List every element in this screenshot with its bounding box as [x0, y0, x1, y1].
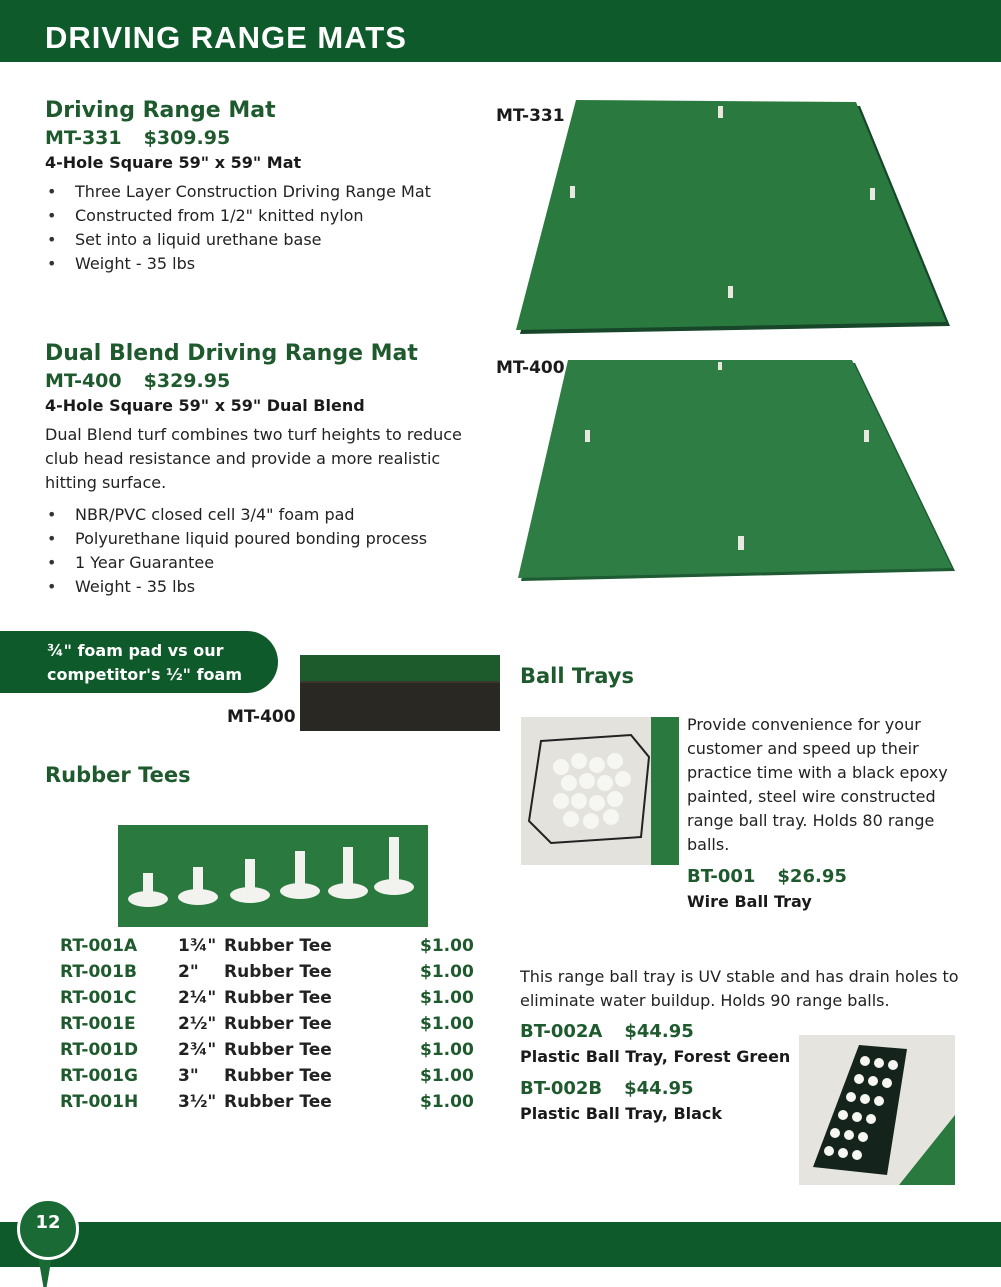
black-tray-price: $44.95: [624, 1078, 694, 1099]
description-line: This range ball tray is UV stable and has drain holes to: [520, 967, 959, 986]
list-item: • 1 Year Guarantee: [75, 551, 505, 575]
tee-size: 2¼": [178, 988, 217, 1008]
mat2-image-label: MT-400: [496, 358, 565, 378]
tee-sku: RT-001B: [60, 962, 137, 982]
list-item: • Set into a liquid urethane base: [75, 228, 475, 252]
tee-size: 3½": [178, 1092, 217, 1112]
tee-sku: RT-001H: [60, 1092, 139, 1112]
mat1-subtitle: 4-Hole Square 59" x 59" Mat: [45, 153, 302, 172]
mat2-price: $329.95: [143, 370, 231, 392]
tee-name: Rubber Tee: [224, 962, 332, 982]
mat1-price: $309.95: [143, 127, 231, 149]
tee-sku: RT-001G: [60, 1066, 138, 1086]
tee-price: $1.00: [420, 962, 474, 982]
list-item: • Weight - 35 lbs: [75, 575, 505, 599]
table-row: [60, 1092, 480, 1118]
wire-tray-price: $26.95: [777, 866, 847, 887]
description-line: Provide convenience for your: [687, 715, 921, 734]
tee-price: $1.00: [420, 1014, 474, 1034]
description-line: painted, steel wire constructed: [687, 787, 936, 806]
list-item: • NBR/PVC closed cell 3/4" foam pad: [75, 503, 505, 527]
mat1-image: [514, 98, 956, 334]
tee-name: Rubber Tee: [224, 1040, 332, 1060]
mat1-block: [45, 98, 475, 276]
black-tray-sku: BT-002B: [520, 1078, 603, 1099]
rubber-tees-image: [118, 825, 428, 927]
tee-price: $1.00: [420, 988, 474, 1008]
tee-price: $1.00: [420, 936, 474, 956]
wire-ball-tray-image: [521, 717, 679, 865]
description-line: customer and speed up their: [687, 739, 919, 758]
green-tray-sku: BT-002A: [520, 1021, 603, 1042]
mat2-subtitle: 4-Hole Square 59" x 59" Dual Blend: [45, 396, 365, 415]
plastic-tray-description: [520, 965, 970, 1013]
list-item: • Constructed from 1/2" knitted nylon: [75, 204, 475, 228]
wire-tray-sku: BT-001: [687, 866, 756, 887]
foam-image-label: MT-400: [227, 707, 296, 727]
tee-sku: RT-001E: [60, 1014, 136, 1034]
mat2-sku-line: [45, 370, 505, 392]
tee-size: 2½": [178, 1014, 217, 1034]
description-line: balls.: [687, 835, 730, 854]
mat2-description: Dual Blend turf combines two turf heights to reduce club head resistance and provide a more realistic hitting surface.: [45, 425, 462, 492]
rubber-tees-title: Rubber Tees: [45, 763, 191, 787]
list-item: • Three Layer Construction Driving Range Mat: [75, 180, 475, 204]
description-line: range ball tray. Holds 80 range: [687, 811, 935, 830]
wire-tray-name: Wire Ball Tray: [687, 892, 812, 911]
black-tray-name: Plastic Ball Tray, Black: [520, 1104, 723, 1123]
ball-trays-title: Ball Trays: [520, 664, 634, 688]
mat1-title: Driving Range Mat: [45, 98, 276, 123]
wire-tray-description: [687, 713, 987, 857]
tee-size: 2": [178, 962, 199, 982]
wire-tray-sku-line: [687, 866, 847, 887]
tee-price: $1.00: [420, 1092, 474, 1112]
green-tray-sku-line: [520, 1021, 694, 1042]
page-number: 12: [35, 1212, 61, 1233]
tee-size: 1¾": [178, 936, 217, 956]
tee-name: Rubber Tee: [224, 1014, 332, 1034]
mat1-bullets: [45, 180, 475, 276]
tee-sku: RT-001C: [60, 988, 137, 1008]
table-row: [60, 988, 480, 1014]
mat2-block: [45, 341, 505, 599]
tee-name: Rubber Tee: [224, 936, 332, 956]
mat2-sku: MT-400: [45, 370, 122, 392]
tee-size: 2¾": [178, 1040, 217, 1060]
tee-sku: RT-001A: [60, 936, 138, 956]
description-line: eliminate water buildup. Holds 90 range balls.: [520, 991, 890, 1010]
tee-size: 3": [178, 1066, 199, 1086]
green-tray-name: Plastic Ball Tray, Forest Green: [520, 1047, 791, 1066]
table-row: [60, 936, 480, 962]
mat2-title: Dual Blend Driving Range Mat: [45, 341, 418, 366]
list-item: • Weight - 35 lbs: [75, 252, 475, 276]
page-header-bar: [0, 0, 1001, 62]
list-item: • Polyurethane liquid poured bonding process: [75, 527, 505, 551]
foam-banner-line2: competitor's ½" foam: [47, 665, 242, 684]
description-line: practice time with a black epoxy: [687, 763, 948, 782]
tee-price: $1.00: [420, 1066, 474, 1086]
mat1-image-label: MT-331: [496, 106, 565, 126]
tee-sku: RT-001D: [60, 1040, 139, 1060]
tee-name: Rubber Tee: [224, 1092, 332, 1112]
plastic-ball-tray-image: [799, 1035, 955, 1185]
black-tray-sku-line: [520, 1078, 694, 1099]
mat2-image: [516, 358, 958, 584]
table-row: [60, 1014, 480, 1040]
table-row: [60, 1066, 480, 1092]
tee-price: $1.00: [420, 1040, 474, 1060]
table-row: [60, 1040, 480, 1066]
mat1-sku: MT-331: [45, 127, 122, 149]
foam-comparison-banner: [0, 631, 278, 693]
foam-cross-section-image: [300, 655, 500, 731]
green-tray-price: $44.95: [624, 1021, 694, 1042]
mat1-sku-line: [45, 127, 475, 149]
tee-name: Rubber Tee: [224, 988, 332, 1008]
page-footer-bar: [0, 1222, 1001, 1267]
table-row: [60, 962, 480, 988]
tee-name: Rubber Tee: [224, 1066, 332, 1086]
foam-banner-line1: ¾" foam pad vs our: [47, 641, 224, 660]
mat2-bullets: [45, 503, 505, 599]
page-title: DRIVING RANGE MATS: [45, 20, 407, 55]
